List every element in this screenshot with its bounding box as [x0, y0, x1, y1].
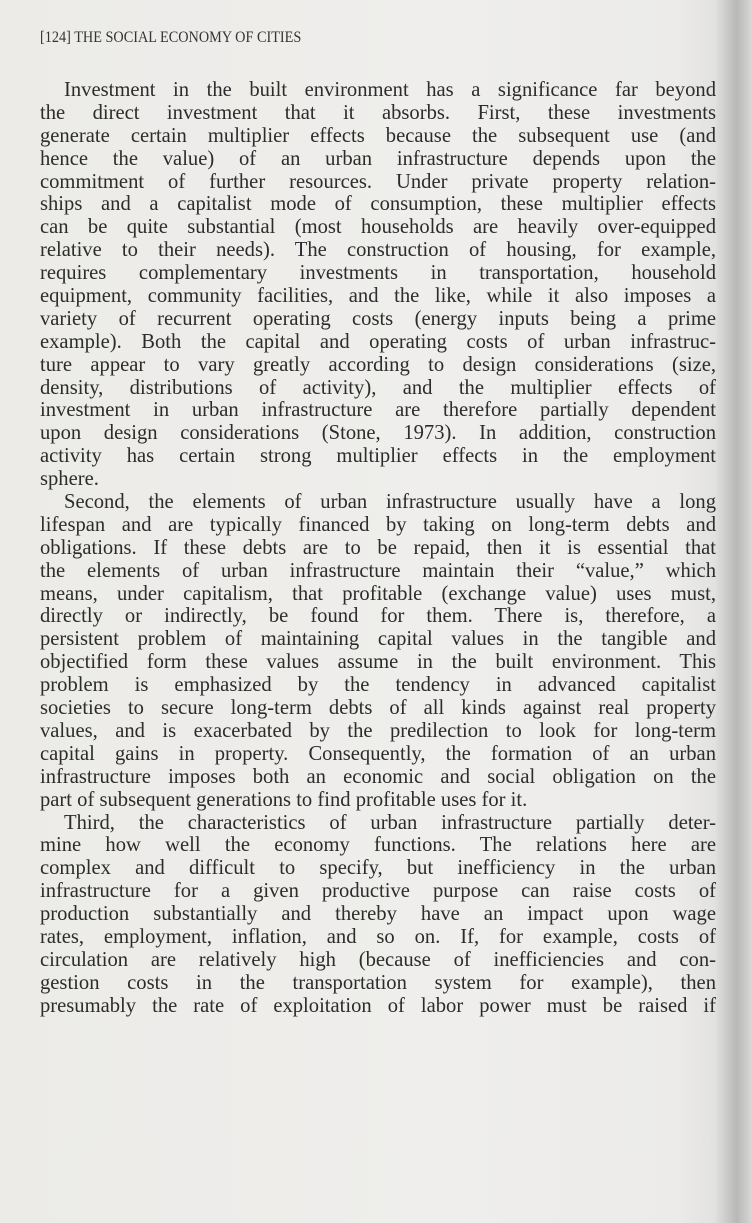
text-line: societies to secure long-term debts of all kinds against real property: [40, 697, 716, 720]
text-line: capital gains in property. Consequently, the formation of an urban: [40, 742, 716, 765]
text-line: upon design considerations (Stone, 1973). In addition, construction: [40, 422, 716, 445]
paragraph: [40, 491, 716, 811]
paragraph: [40, 812, 716, 1018]
text-line: sphere.: [40, 468, 99, 491]
text-line: activity has certain strong multiplier effects in the employment: [40, 445, 716, 468]
text-line: mine how well the economy functions. The relations here are: [40, 834, 716, 857]
text-line: Second, the elements of urban infrastructure usually have a long: [64, 491, 716, 514]
text-line: example). Both the capital and operating costs of urban infrastruc-: [40, 330, 716, 353]
text-line: variety of recurrent operating costs (energy inputs being a prime: [40, 307, 716, 330]
text-line: problem is emphasized by the tendency in advanced capitalist: [40, 674, 716, 697]
text-line: the direct investment that it absorbs. First, these investments: [40, 101, 716, 124]
text-line: equipment, community facilities, and the like, while it also imposes a: [40, 285, 716, 308]
text-line: directly or indirectly, be found for them. There is, therefore, a: [40, 605, 716, 628]
text-line: the elements of urban infrastructure maintain their “value,” which: [40, 559, 716, 582]
text-line: presumably the rate of exploitation of labor power must be raised if: [40, 994, 716, 1017]
text-line: density, distributions of activity), and the multiplier effects of: [40, 376, 716, 399]
text-line: gestion costs in the transportation system for example), then: [40, 971, 716, 994]
text-line: commitment of further resources. Under private property relation-: [40, 170, 716, 193]
text-line: objectified form these values assume in the built environment. This: [40, 651, 716, 674]
text-line: values, and is exacerbated by the predilection to look for long-term: [40, 719, 716, 742]
text-line: rates, employment, inflation, and so on. If, for example, costs of: [40, 925, 716, 948]
text-line: generate certain multiplier effects because the subsequent use (and: [40, 124, 716, 147]
text-line: circulation are relatively high (because of inefficiencies and con-: [40, 948, 716, 971]
text-line: can be quite substantial (most households are heavily over-equipped: [40, 216, 716, 239]
running-title: THE SOCIAL ECONOMY OF CITIES: [74, 29, 302, 46]
text-line: investment in urban infrastructure are therefore partially dependent: [40, 399, 716, 422]
text-line: requires complementary investments in transportation, household: [40, 262, 716, 285]
text-line: obligations. If these debts are to be repaid, then it is essential that: [40, 536, 716, 559]
page-number: [124]: [40, 29, 71, 46]
paragraph: [40, 79, 716, 491]
text-line: complex and difficult to specify, but inefficiency in the urban: [40, 857, 716, 880]
text-line: lifespan and are typically financed by taking on long-term debts and: [40, 513, 716, 536]
text-line: persistent problem of maintaining capital values in the tangible and: [40, 628, 716, 651]
text-line: ships and a capitalist mode of consumption, these multiplier effects: [40, 193, 716, 216]
running-header: [40, 29, 301, 47]
text-line: part of subsequent generations to find profitable uses for it.: [40, 788, 528, 811]
text-line: hence the value) of an urban infrastructure depends upon the: [40, 147, 716, 170]
text-line: means, under capitalism, that profitable (exchange value) uses must,: [40, 582, 716, 605]
text-line: infrastructure for a given productive purpose can raise costs of: [40, 880, 716, 903]
text-line: infrastructure imposes both an economic and social obligation on the: [40, 765, 716, 788]
text-line: ture appear to vary greatly according to design considerations (size,: [40, 353, 716, 376]
text-line: Third, the characteristics of urban infrastructure partially deter-: [64, 811, 716, 834]
body-text: [40, 79, 716, 1018]
text-line: Investment in the built environment has a significance far beyond: [64, 79, 716, 101]
text-line: relative to their needs). The construction of housing, for example,: [40, 239, 716, 262]
text-line: production substantially and thereby have an impact upon wage: [40, 903, 716, 926]
